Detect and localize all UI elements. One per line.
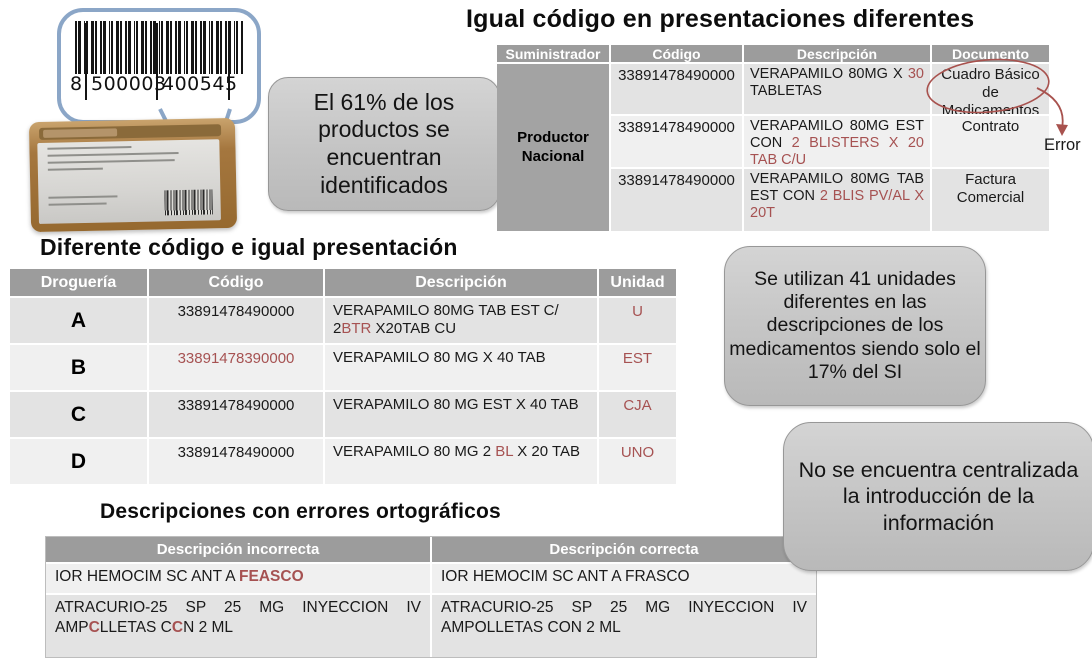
package-label — [37, 139, 221, 224]
label-text-line — [49, 203, 107, 206]
section-title-igual-codigo: Igual código en presentaciones diferentes — [466, 5, 975, 33]
barcode-digits: 8 — [70, 73, 83, 95]
code-cell — [149, 439, 323, 484]
column-header: Descripción incorrecta — [46, 537, 430, 562]
text-segment: 33891478490000 — [177, 303, 295, 320]
column-header: Unidad — [599, 269, 676, 296]
text-segment: LLETAS C — [99, 619, 172, 637]
label-text-line — [48, 159, 175, 164]
text-segment: VERAPAMILO 80MG TAB EST C/ 2 — [333, 302, 559, 337]
document-cell: Factura Comercial — [932, 169, 1049, 231]
code-cell: 33891478490000 — [611, 64, 742, 114]
callout-units-text: Se utilizan 41 unidades diferentes en las descripciones de los medicamentos siendo solo el 17% del SI — [729, 267, 981, 384]
column-header: Descripción correcta — [432, 537, 816, 562]
label-text-line — [48, 195, 117, 198]
package-brand-label — [43, 128, 117, 138]
drugstore-cell: B — [10, 345, 147, 390]
barcode-guard-bar — [85, 23, 87, 100]
description-cell — [325, 439, 597, 484]
text-segment: 33891478490000 — [177, 397, 295, 414]
text-segment: VERAPAMILO 80MG X — [750, 66, 908, 82]
drugstore-cell: C — [10, 392, 147, 437]
column-header: Código — [611, 45, 742, 62]
description-cell — [744, 64, 930, 114]
drugstore-cell: A — [10, 298, 147, 343]
correct-description-cell — [432, 595, 816, 657]
error-label: Error — [1044, 136, 1081, 154]
barcode-digits: 500003 — [91, 73, 167, 95]
code-cell: 33891478490000 — [611, 116, 742, 167]
description-cell — [744, 169, 930, 231]
correct-description-cell — [432, 564, 816, 593]
text-segment: VERAPAMILO 80MG EST CON — [750, 118, 924, 151]
text-segment: 33891478490000 — [177, 444, 295, 461]
unit-cell: EST — [599, 345, 676, 390]
error-highlight: 33891478390000 — [177, 350, 295, 367]
code-cell — [149, 298, 323, 343]
callout-identified-pct — [268, 77, 500, 211]
error-highlight: 30 — [907, 66, 924, 82]
column-header: Documento — [932, 45, 1049, 62]
drugstore-cell: D — [10, 439, 147, 484]
incorrect-description-cell — [46, 595, 430, 657]
error-highlight: 2 BLISTERS X 20 TAB C/U — [750, 134, 924, 167]
unit-cell: U — [599, 298, 676, 343]
error-highlight: BTR — [341, 319, 372, 337]
description-cell — [325, 298, 597, 343]
table-ortografia — [45, 536, 817, 658]
code-cell: 33891478490000 — [611, 169, 742, 231]
text-segment: VERAPAMILO 80 MG X 40 TAB — [333, 349, 546, 366]
code-cell — [149, 345, 323, 390]
code-cell — [149, 392, 323, 437]
column-header: Descripción — [744, 45, 930, 62]
text-segment: X 20 TAB — [513, 443, 581, 460]
description-cell — [325, 392, 597, 437]
unit-cell: UNO — [599, 439, 676, 484]
section-title-errores-ortograficos: Descripciones con errores ortográficos — [100, 500, 501, 523]
column-header: Descripción — [325, 269, 597, 296]
text-segment: VERAPAMILO 80 MG EST X 40 TAB — [333, 396, 579, 413]
text-segment: IOR HEMOCIM SC ANT A FRASCO — [441, 568, 690, 585]
text-segment: TABLETAS — [750, 82, 822, 99]
error-highlight: FEASCO — [239, 568, 304, 585]
column-header: Código — [149, 269, 323, 296]
callout-centralized-text: No se encuentra centralizada la introducción de la información — [798, 458, 1079, 535]
label-text-line — [47, 146, 131, 150]
error-highlight: C — [88, 619, 100, 637]
text-segment: IOR HEMOCIM SC ANT A — [55, 568, 240, 585]
table-codigos — [10, 269, 676, 484]
barcode-image — [75, 21, 243, 74]
barcode-callout-bubble — [57, 8, 261, 124]
text-segment: ATRACURIO-25 SP 25 MG INYECCION IV AMP — [55, 599, 421, 637]
package-mini-barcode — [164, 189, 213, 215]
text-segment: X20TAB CU — [371, 319, 457, 337]
callout-centralized — [783, 422, 1092, 571]
unit-cell: CJA — [599, 392, 676, 437]
document-cell: Contrato — [932, 116, 1049, 167]
column-header: Droguería — [10, 269, 147, 296]
text-segment: VERAPAMILO 80MG TAB EST CON — [750, 171, 924, 204]
section-title-diferente-codigo: Diferente código e igual presentación — [40, 234, 458, 260]
callout-units — [724, 246, 986, 406]
document-cell: Cuadro Básico de Medicamentos — [932, 64, 1049, 114]
medicine-package-photo — [29, 118, 237, 232]
description-cell — [744, 116, 930, 167]
barcode-digits: 400545 — [162, 73, 238, 95]
error-highlight: 2 BLIS PV/AL X 20T — [750, 187, 925, 221]
table-presentaciones — [497, 45, 1049, 231]
error-highlight: BL — [495, 443, 514, 460]
description-cell — [325, 345, 597, 390]
callout-identified-text: El 61% de los productos se encuentran identificados — [313, 88, 455, 198]
text-segment: VERAPAMILO 80 MG 2 — [333, 443, 496, 460]
label-text-line — [48, 152, 179, 157]
label-text-line — [48, 168, 103, 171]
error-highlight: C — [171, 619, 184, 637]
package-brand-strip — [39, 124, 221, 140]
supplier-cell: Productor Nacional — [497, 64, 609, 231]
text-segment: ATRACURIO-25 SP 25 MG INYECCION IV AMPOLLETAS CON 2 ML — [441, 599, 807, 637]
column-header: Suministrador — [497, 45, 609, 62]
incorrect-description-cell — [46, 564, 430, 593]
text-segment: N 2 ML — [183, 619, 234, 637]
